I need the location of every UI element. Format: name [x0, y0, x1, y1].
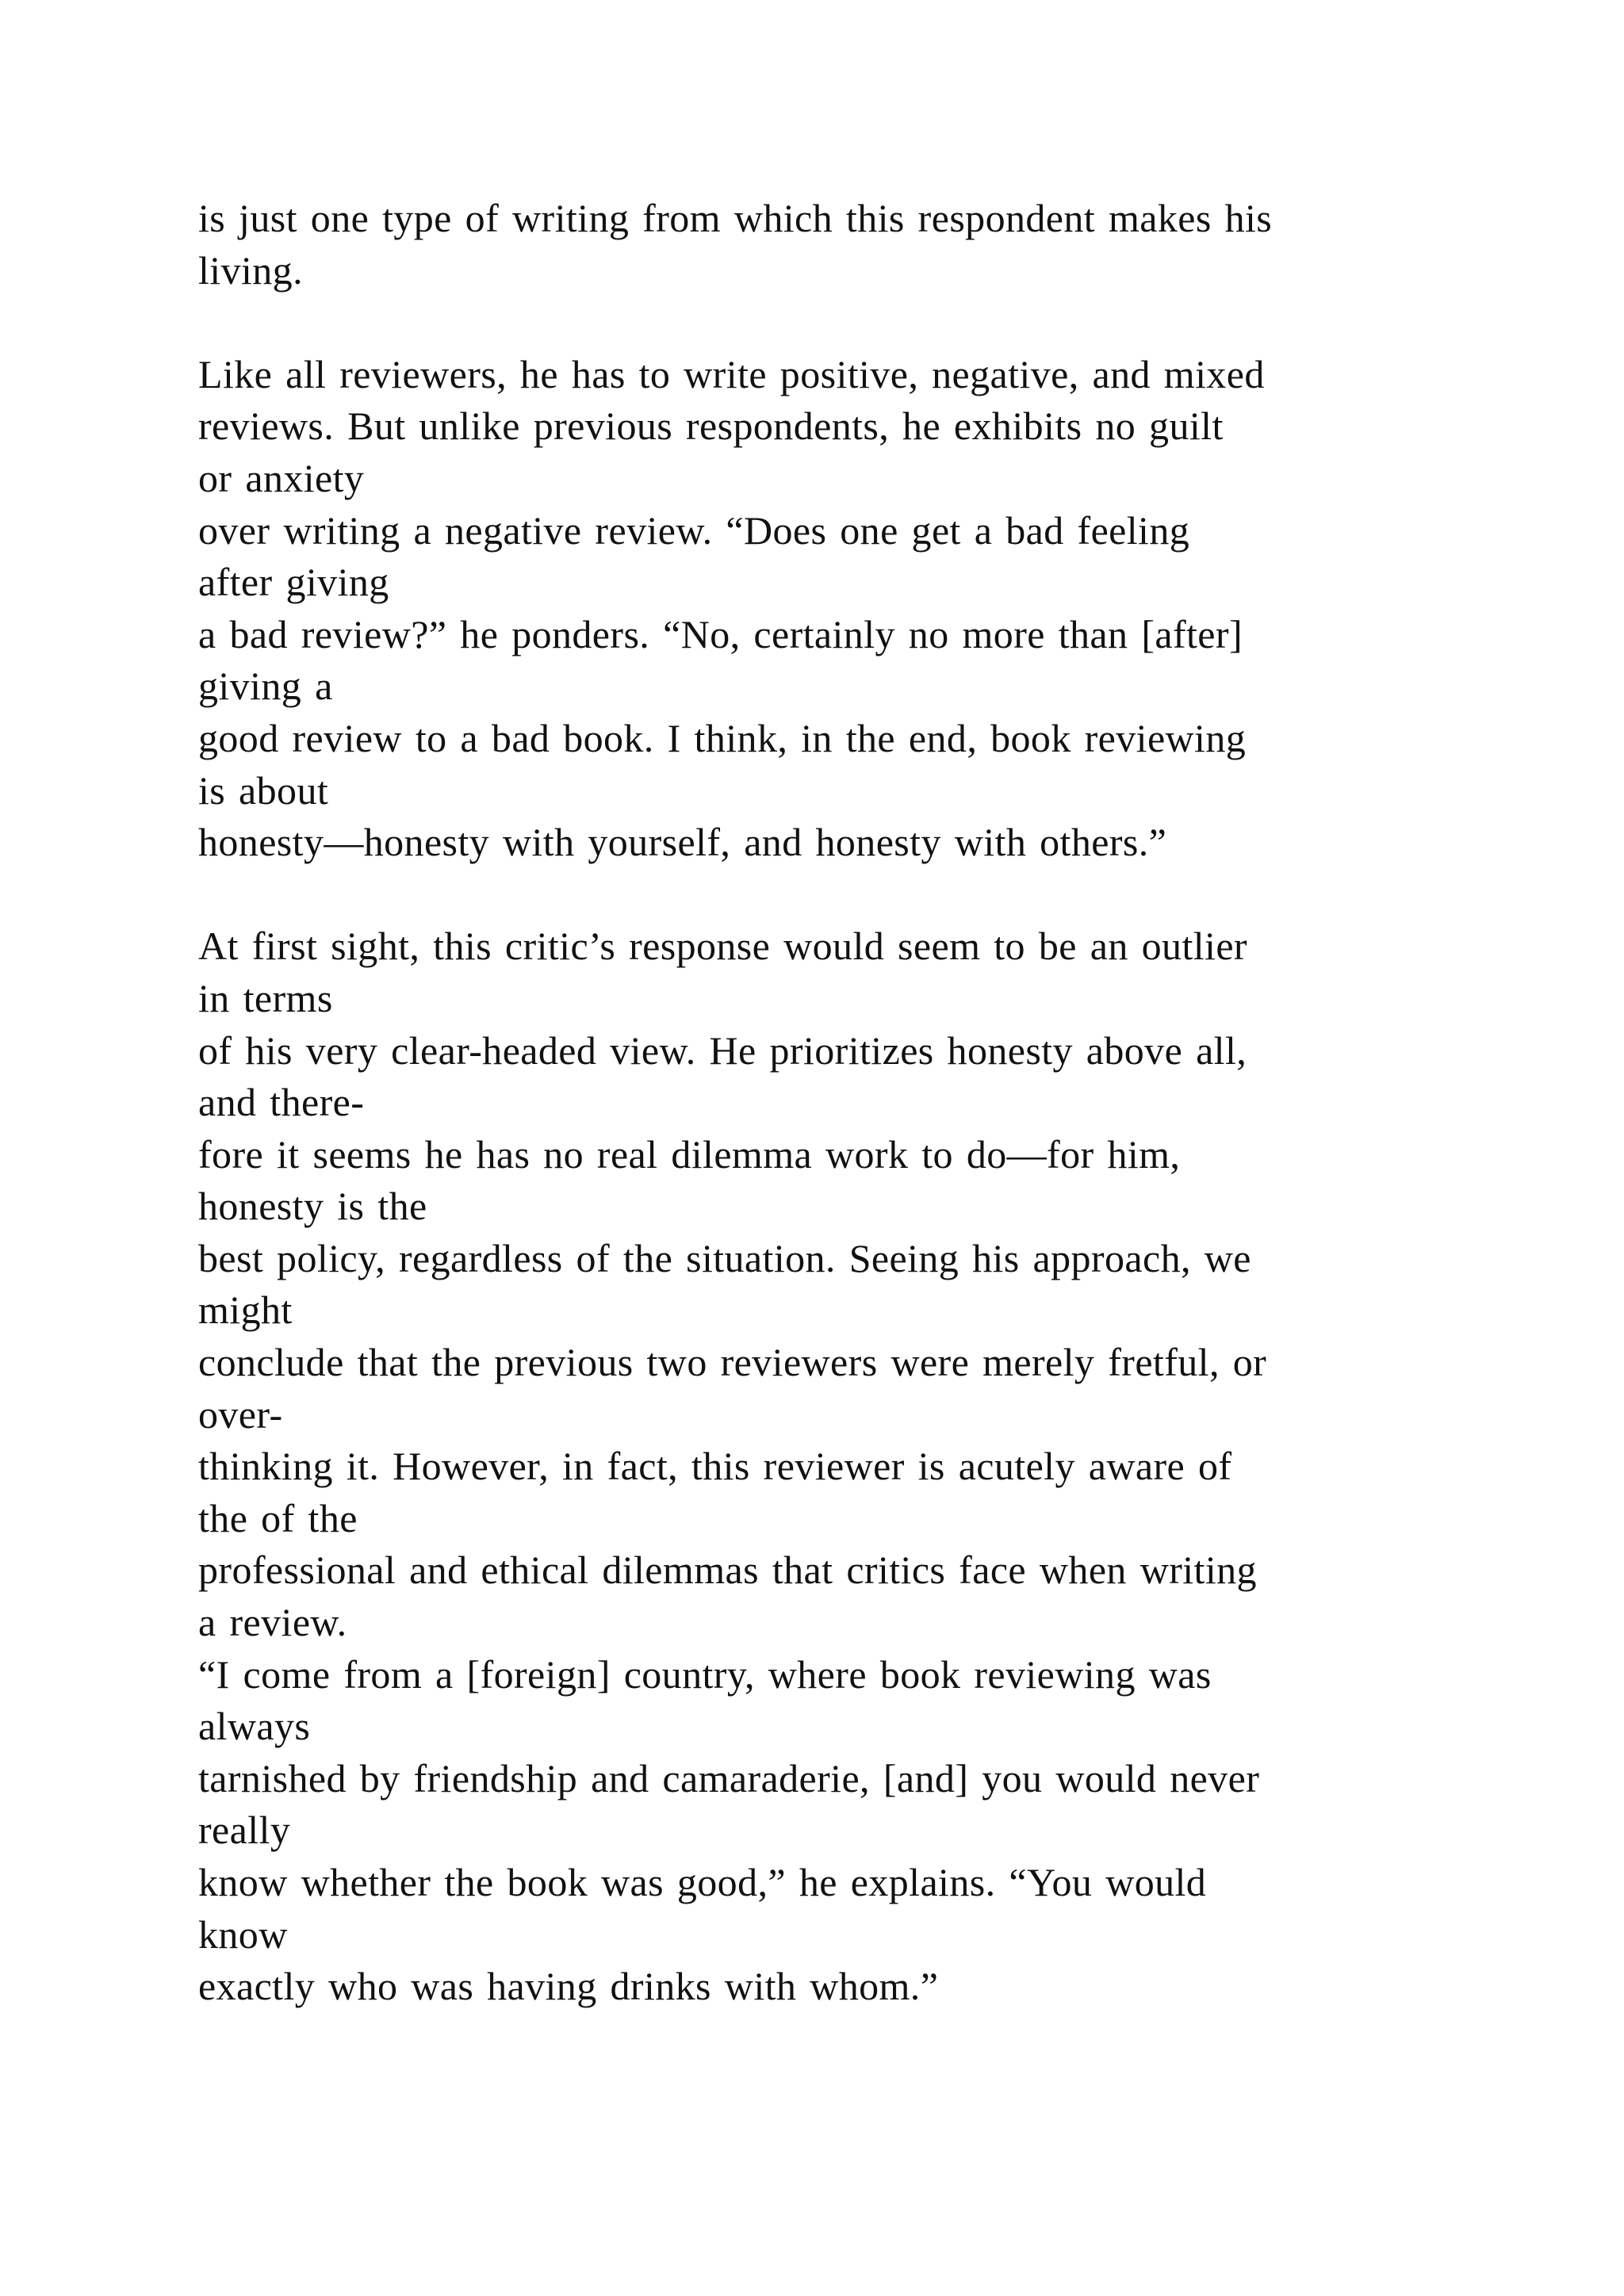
text-line: tarnished by friendship and camaraderie, [and] you would never	[198, 1755, 1260, 1800]
paragraph-1	[198, 193, 1435, 297]
text-line: Like all reviewers, he has to write positive, negative, and mixed	[198, 351, 1265, 396]
text-line: a review.	[198, 1600, 347, 1645]
text-line: is just one type of writing from which this respondent makes his	[198, 196, 1273, 240]
text-line: is about	[198, 767, 329, 813]
body-text	[198, 193, 1435, 2013]
paragraph-spacer	[198, 297, 1435, 349]
text-line: a bad review?” he ponders. “No, certainly no more than [after]	[198, 611, 1243, 656]
text-line: thinking it. However, in fact, this reviewer is acutely aware of	[198, 1444, 1232, 1489]
text-line: know	[198, 1911, 288, 1957]
text-line: know whether the book was good,” he explains. “You would	[198, 1860, 1207, 1904]
text-line: or anxiety	[198, 455, 365, 500]
text-line: reviews. But unlike previous respondents, he exhibits no guilt	[198, 404, 1224, 449]
text-line: At first sight, this critic’s response would seem to be an outlier	[198, 924, 1247, 969]
text-line: giving a	[198, 664, 333, 709]
text-line: “I come from a [foreign] country, where book reviewing was	[198, 1651, 1212, 1697]
paragraph-spacer	[198, 869, 1435, 921]
text-line: of his very clear-headed view. He prioritizes honesty above all,	[198, 1027, 1247, 1073]
text-line: exactly who was having drinks with whom.”	[198, 1964, 939, 2009]
paragraph-2	[198, 349, 1435, 869]
text-line: honesty—honesty with yourself, and honesty with others.”	[198, 820, 1167, 865]
text-line: best policy, regardless of the situation. Seeing his approach, we	[198, 1235, 1251, 1280]
text-line: honesty is the	[198, 1184, 427, 1229]
text-line: in terms	[198, 975, 333, 1020]
text-line: and there-	[198, 1080, 365, 1125]
text-line: professional and ethical dilemmas that critics face when writing	[198, 1548, 1257, 1593]
text-line: over-	[198, 1391, 283, 1437]
paragraph-3	[198, 920, 1435, 2012]
text-line: really	[198, 1808, 291, 1853]
text-line: the of the	[198, 1495, 358, 1540]
text-line: might	[198, 1288, 293, 1333]
text-line: good review to a bad book. I think, in the end, book reviewing	[198, 715, 1247, 760]
text-line: over writing a negative review. “Does one get a bad feeling	[198, 507, 1190, 553]
text-line: after giving	[198, 560, 389, 605]
text-line: living.	[198, 247, 303, 293]
text-line: conclude that the previous two reviewers were merely fretful, or	[198, 1340, 1267, 1385]
text-line: always	[198, 1704, 311, 1749]
text-line: fore it seems he has no real dilemma work to do—for him,	[198, 1131, 1181, 1177]
